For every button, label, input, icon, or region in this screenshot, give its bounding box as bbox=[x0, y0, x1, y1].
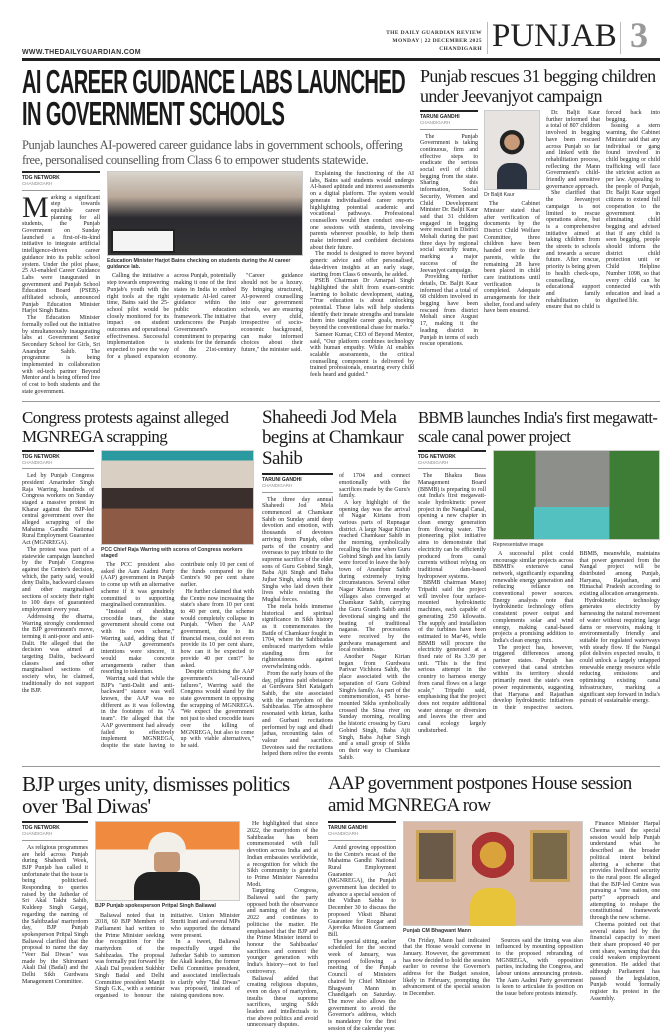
rescue-paragraph: The Cabinet Minister stated that after verification of documents by the District Child Welfare Committee, three children have been handed over to their parents, while the remaining 28 have been placed in child care institutions until verification is completed. Adequate arrangements for their shelter, food and safety have been ensured. bbox=[484, 201, 540, 315]
aap-paragraph: Finance Minister Harpal Cheema said the special session would help Punjab understand what he described as the broader political intent behind altering a scheme that provides livelihood security to the rural poor. He alleged that the BJP-led Centre was pursuing a "one nation, one party" approach and attempting to reshape the constitutional framework through the new scheme. bbox=[590, 821, 660, 922]
edition-city: CHANDIGARH bbox=[439, 46, 482, 52]
page-number: 3 bbox=[630, 15, 648, 55]
aap-article bbox=[328, 767, 660, 1032]
byline-name: TARUNI GANDHI bbox=[420, 114, 460, 120]
mela-article bbox=[262, 402, 410, 762]
bjp-body-col2 bbox=[95, 821, 240, 999]
lead-paragraph: Marking a significant step towards equitable career planning for all students, the Punjab Government on Sunday launched a first-of-its-kind initiative to integrate artificial intelligence-driven career guidance into its public school system. Under the pilot phase, 25 AI-enabled Career Guidance Labs were inaugurated in government and Punjab School Education Board (PSEB)-affiliated schools, announced Punjab Education Minister Harjot Singh Bains. bbox=[22, 190, 100, 315]
bjp-caption: BJP Punjab spokesperson Pritpal Singh Baliawal bbox=[95, 903, 216, 910]
website-url: WWW.THEDAILYGUARDIAN.COM bbox=[22, 49, 141, 56]
computer-monitor bbox=[111, 229, 175, 253]
lead-photo bbox=[107, 171, 303, 256]
aap-paragraph: The special sitting, earlier scheduled for the second week of January, was proposed following a meeting of the Punjab Council of Ministers chaired by Chief Minister Bhagwant Mann in Chandigarh on Saturday. The move also allows the government to avoid the Governor's address, which is mandatory for the first session of the calendar year. bbox=[328, 938, 396, 1032]
aap-paragraph: Sources said the timing was also influenced by mounting opposition to the proposed rebranding of MGNREGA, with opposition parties, including the Congress, and labour unions announcing protests. The Aam Aadmi Party government is keen to articulate its position on the issue before protests intensify. bbox=[496, 937, 583, 998]
lead-article bbox=[22, 62, 414, 396]
rescue-paragraph: Issuing a stern warning, the Cabinet Minister said that any individual or gang found involved in child begging or child trafficking will face the strictest action as per law. Appealing to the people of Punjab, Dr. Baljit Kaur urged citizens to extend full cooperation to the government in eliminating child begging and advised that if any child is seen begging, people should inform the district child protection unit or Child Helpline Number 1098, so that every child can be connected with education and lead a dignified life. bbox=[606, 123, 660, 304]
lead-paragraph: The Education Minister formally rolled out the initiative by simultaneously inaugurating labs at Government Senior Secondary School for Girls, Sri Anandpur Sahib. The programme is being implemented in collaboration with ed-tech partner Beyond Mentor and is being offered free of cost to both students and the state government. bbox=[22, 315, 100, 395]
mela-paragraph: Another Nagar Kirtan began from Gurdwara Parivar Vichhora Sahib, the place associated with the separation of Guru Gobind Singh's family. As part of the commemoration, 45 horse-mounted Sikhs symbolically crossed the Sirsa river on Sunday morning, recalling the historic crossing by Guru Gobind Singh, Baba Ajit Singh, Baba Jujhar Singh and a small group of Sikhs on their way to Chamkaur Sahib. bbox=[339, 654, 410, 761]
lead-body-col1 bbox=[22, 171, 100, 396]
bbmb-paragraph: The Bhakra Beas Management Board (BBMB) is preparing to roll out India's first megawatt-scale hydrokinetic power project in the Nangal Canal, opening a new chapter in clean energy generation from flowing water. The pioneering pilot initiative aims to demonstrate that electricity can be efficiently produced from canal currents without relying on traditional dam-based hydropower systems. bbox=[418, 473, 486, 580]
byline-name: TDG NETWORK bbox=[22, 453, 60, 460]
rescue-paragraph: Providing further details, Dr. Baljit Kaur informed that a total of 68 children involved in begging have been rescued from district Mohali since August 17, making it the leading district in Punjab in terms of such rescue operations. bbox=[420, 274, 478, 348]
byline-name: TARUNI GANDHI bbox=[328, 825, 368, 832]
bbmb-paragraph: The project has, however, triggered differences among partner states. Punjab has conveyed that canal stretches within its territory should primarily meet the state's own power requirements, suggesting that Haryana and Rajasthan develop hydrokinetic initiatives in their respective sectors. BBMB, meanwhile, maintains that power generated from the Nangal project will be distributed among Punjab, Haryana, Rajasthan, and Himachal Pradesh according to existing allocation arrangements. bbox=[493, 550, 660, 711]
bbmb-paragraph: A successful pilot could encourage similar projects across BBMB's extensive canal network, significantly expanding renewable energy generation and reducing reliance on conventional power sources. Energy analysts note that hydrokinetic technology offers consistent power output and complements solar and wind energy, making canal-based projects a promising addition to India's clean energy mix. bbox=[493, 550, 574, 644]
divider bbox=[487, 22, 488, 54]
lead-body-col3 bbox=[310, 171, 414, 379]
bjp-paragraph: Baliawal added that creating religious disputes, even on days of martyrdom, insults these supreme sacrifices, urging Sikh leaders and intellectuals to rise above politics and avoid unnecessary disputes. bbox=[247, 975, 318, 1029]
byline-name: TDG NETWORK bbox=[22, 175, 60, 181]
bjp-body-col1 bbox=[22, 821, 88, 985]
congress-headline: Congress protests against alleged MGNREGA scrapping bbox=[22, 407, 229, 446]
aap-body-col1 bbox=[328, 821, 396, 1032]
byline-place: CHANDIGARH bbox=[22, 831, 53, 837]
bbmb-article bbox=[418, 402, 660, 735]
masthead bbox=[0, 0, 672, 62]
lead-body-col2 bbox=[107, 171, 303, 361]
lead-paragraph: Calling the initiative a step towards empowering Punjab's youth with the right tools at the right time, Bains said the 25-school pilot would be closely monitored for its impact on student outcomes and operational effectiveness. Successful implementation is expected to pave the way for a phased expansion across Punjab, potentially making it one of the first states in India to embed systematic AI-led career guidance within the public education framework. The initiative underscores the Punjab Government's commitment to preparing students for the demands of the 21st-century economy. bbox=[107, 273, 236, 360]
bhagwant-mann-photo bbox=[403, 821, 583, 926]
byline-place: CHANDIGARH bbox=[420, 120, 451, 125]
congress-paragraph: Despite criticising the AAP government's "all-round failures", Warring said the Congress would stand by the state government in opposing the scrapping of MGNREGA. "We expect the government not just to shed crocodile tears over the killing of MGNREGA, but also to come up with viable alternatives," he said. bbox=[180, 669, 254, 749]
mela-paragraph: A key highlight of the opening day was the arrival of Nagar Kirtans from various parts of Rupnagar district. A large Nagar Kirtan reached Chamkaur Sahib in the morning, symbolically recalling the time when Guru Gobind Singh and his family were forced to leave the holy town of Anandpur Sahib during extremely trying circumstances. Several other Nagar Kirtans from nearby villages also converged at Chamkaur Sahib, carrying the Guru Granth Sahib amid devotional singing and the beating of traditional nagaras. The processions were received by the gurdwara management and local residents. bbox=[339, 499, 410, 654]
divider bbox=[620, 22, 621, 54]
baliawal-photo bbox=[95, 821, 240, 901]
congress-paragraph: "Instead of shedding crocodile tears, the state government should come out with its own scheme," Warring said, adding that if the AAP government's intentions were sincere, it would make concrete arrangements rather than resorting to tokenism. bbox=[101, 608, 175, 676]
byline-name: TARUNI GANDHI bbox=[262, 477, 302, 484]
aap-headline: AAP government postpones House session amid MGNREGA row bbox=[328, 773, 632, 817]
congress-body-col2 bbox=[101, 450, 254, 750]
rescue-article bbox=[420, 62, 660, 348]
congress-paragraph: Addressing the dharna, Warring strongly condemned the BJP government's move, terming it anti-poor and anti-Dalit. He alleged that the decision was aimed at targeting Dalits, backward classes and other marginalised sections of society who, he claimed, traditionally do not support the BJP. bbox=[22, 613, 94, 694]
congress-article bbox=[22, 402, 254, 750]
mela-headline: Shaheedi Jod Mela begins at Chamkaur Sahib bbox=[262, 406, 404, 469]
byline-place: CHANDIGARH bbox=[328, 831, 359, 837]
byline-place: CHANDIGARH bbox=[418, 459, 449, 465]
bbmb-paragraph: BBMB chairman Manoj Tripathi said the project will involve four surface-mounted hydrokinetic machines, each capable of generating 250 kilowatts. The supply and installation of the turbines have been estimated to Mar'46, while BBMB will procure the electricity generated at a fixed rate of Rs 3.39 per unit. "This is the first serious attempt in the country to harness energy from canal flows on a large scale," Tripathi said, emphasising that the project does not require additional water storage or diversion and leaves the river and canal ecology largely undisturbed. bbox=[418, 580, 486, 734]
bjp-body-col3 bbox=[247, 821, 318, 1029]
bjp-paragraph: Baliawal noted that in 2018, 60 BJP Members of Parliament had written to the Prime Minister seeking due recognition for the martyrdom of the Sahibzadas. The proposal was formally put forward by Akali Dal president Sukhbir Singh Badal and Delhi Committee president Manjit Singh G.K., with a seminar organised to honour the initiative. Union Minister Smriti Irani and several MPs who supported the demand were present. bbox=[95, 912, 240, 999]
bbmb-caption: Representative image bbox=[493, 541, 544, 548]
bbmb-headline: BBMB launches India's first megawatt-scale canal power project bbox=[418, 407, 658, 446]
byline-place: CHANDIGARH bbox=[22, 181, 53, 186]
bjp-paragraph: Targeting Congress, Baliawal said the party opposed both the observance and naming of the day in 2022 and continues to politicise the matter. He emphasised that the BJP and the Prime Minister intend to honour the Sahibzadas' sacrifices and connect the younger generation with India's history—not to fuel controversy. bbox=[247, 888, 318, 975]
rescue-caption: Dr Baljit Kaur bbox=[484, 192, 515, 198]
congress-paragraph: Led by Punjab Congress president Amarinder Singh Raja Warring, hundreds of Congress workers on Sunday staged a massive protest in Kharar against the BJP-led central government over the alleged scrapping of the Mahatma Gandhi National Rural Employment Guarantee Act (MGNREGA). bbox=[22, 473, 94, 547]
section-title: PUNJAB bbox=[492, 18, 617, 54]
rescue-paragraph: Dr. Baljit Kaur further informed that a total of 807 children involved in begging have been rescued across Punjab so far and linked with the rehabilitation process, reflecting the Mann Government's child-friendly and sensitive governance approach. bbox=[546, 110, 600, 190]
bjp-paragraph: As religious programmes are held across Punjab during Shaheedi Week, BJP Punjab has called it unfortunate that the issue is being politicised. Responding to queries raised by the Jathedar of Sri Akal Takht Sahib, Kuldeep Singh Gargaj, regarding the naming of the Sahibzadas' martyrdom day, BJP Punjab spokesperson Pritpal Singh Baliawal clarified that the proposal to name the day "Veer Bal Diwas" was made by the Shiromani Akali Dal (Badal) and the Delhi Sikh Gurdwara Management Committee. bbox=[22, 844, 88, 985]
rescue-paragraph: She clarified that the Jeevanjyot campaign is not limited to rescue operations alone, but is a comprehensive initiative aimed at taking children from the streets to schools and towards a secure future. After rescue, priority is being given to health check-ups, counselling, educational support and family rehabilitation to ensure that no child is forced back into begging. bbox=[546, 110, 660, 311]
congress-paragraph: He further claimed that with the Centre now increasing the state's share from 10 per cent to 40 per cent, the scheme would completely collapse in Punjab. "When the AAP government, due to its financial mess, could not even provide its 10 per cent share, how can it be expected to provide 40 per cent?" he asked. bbox=[180, 588, 254, 669]
row-top bbox=[22, 62, 660, 396]
lead-paragraph: "Career guidance should not be a luxury. By bringing structured, AI-powered counselling into our government schools, we are ensuring that every child, irrespective of socio-economic background, can make informed choices about their future," the minister said. bbox=[241, 273, 303, 354]
lead-paragraph: The model is designed to move beyond generic advice and offer personalised, data-driven insights at an early stage, starting from Class 6 onwards, he added. bbox=[310, 251, 414, 278]
rescue-paragraph: The Punjab Government is taking continuous, firm and effective steps to eradicate the serious social evil of child begging from the state. Sharing this information, Social Security, Women and Child Development Minister Dr. Baljit Kaur said that 31 children engaged in begging were rescued in District Mohali during the past three days by regional social security teams, marking a major success of the Jeevanjyot campaign. bbox=[420, 133, 478, 274]
bjp-paragraph: He highlighted that since 2022, the martyrdom of the Sahibzadas has been commemorated with full devotion across India and at Indian embassies worldwide, a recognition for which the Sikh community is grateful to Prime Minister Narendra Modi. bbox=[247, 821, 318, 888]
rescue-body-col2 bbox=[484, 110, 540, 315]
lead-headline: AI CAREER GUIDANCE LABS LAUNCHED IN GOVERNMENT SCHOOLS bbox=[22, 63, 406, 132]
lead-caption: Education Minister Harjot Bains checking on students during the AI career guidance lab. bbox=[107, 258, 291, 271]
bbmb-body-col1 bbox=[418, 450, 486, 735]
masthead-meta bbox=[360, 29, 482, 53]
congress-paragraph: The PCC president also asked the Aam Aadmi Party (AAP) government in Punjab to come up with an alternative scheme if it was genuinely committed to supporting marginalised communities. bbox=[101, 562, 175, 609]
aap-paragraph: Cheema pointed out that several states led by the financial capacity to meet their share proposed 40 per cent share, warning that this could weaken employment generation. He added that although Parliament has passed the legislation, Punjab would formally register its protest in the Assembly. bbox=[590, 921, 660, 1002]
rescue-body-col3 bbox=[546, 110, 660, 311]
bjp-paragraph: In a tweet, Baliawal respectfully urged the Jathedar Sahib to summon the Akali leaders, the former Delhi Committee president, and associated intellectuals to clarify why "Bal Diwas" was proposed, instead of raising questions now. bbox=[170, 939, 240, 999]
aap-body-col3 bbox=[590, 821, 660, 1002]
mela-body bbox=[262, 473, 410, 761]
bbmb-body-col2 bbox=[493, 450, 660, 712]
rescue-body-col1 bbox=[420, 110, 478, 348]
top-rule bbox=[22, 58, 660, 61]
byline-place: CHANDIGARH bbox=[262, 483, 293, 489]
lead-paragraph: Explaining the functioning of the AI labs, Bains said students would undergo AI-based aptitude and interest assessments on a digital platform. The system would generate individualised career reports highlighting potential academic and vocational pathways. Professional counsellors would then conduct one-on-one sessions with students, involving parents wherever possible, to help them make informed and confident decisions about their future. bbox=[310, 171, 414, 251]
mela-paragraph: The three day annual Shaheedi Jod Mela commenced at Chamkaur Sahib on Sunday amid deep devotion and emotion, with thousands of devotees arriving from Punjab, other parts of the country and overseas to pay tribute to the supreme sacrifice of the elder sons of Guru Gobind Singh, Baba Ajit Singh and Baba Jujhar Singh, along with the Singhs who laid down their lives while resisting the Mughal forces. bbox=[262, 496, 333, 604]
byline-place: CHANDIGARH bbox=[22, 459, 53, 465]
aap-paragraph: On Friday, Mann had indicated that the House would convene in January. However, the government has now decided to hold the session earlier to reverse the Governor's address for the Budget session, likely in February, prompting the advancement of the special session in December. bbox=[403, 937, 490, 998]
row-bottom bbox=[22, 767, 660, 1032]
issue-date: MONDAY | 22 DECEMBER 2025 bbox=[392, 38, 482, 44]
dam-photo bbox=[493, 450, 660, 540]
lead-deck: Punjab launches AI-powered career guidance labs in government schools, offering free, personalised counselling from Class 6 to empower students statewide. bbox=[22, 138, 403, 167]
aap-paragraph: Amid growing opposition to the Centre's recast of the Mahatma Gandhi National Rural Employment Guarantee Act (MGNREGA), the Punjab government has decided to advance a special session of the Vidhan Sabha to December 30 to discuss the proposed Viksit Bharat Guarantee for Rozgar and Ajeevika Mission Grameen Bill. bbox=[328, 844, 396, 938]
bbmb-paragraph: Hydrokinetic technology generates electricity by harnessing the natural movement of water without requiring large dams or reservoirs, making it environmentally friendly and suitable for regulated waterways with steady flow. If the Nangal pilot delivers expected results, it could unlock a largely untapped renewable energy resource while reducing emissions and optimising existing canal infrastructure, marking a significant step forward in India's pursuit of sustainable energy. bbox=[579, 597, 660, 705]
baljit-kaur-photo bbox=[484, 110, 540, 190]
congress-body-col1 bbox=[22, 450, 94, 695]
paper-name: THE DAILY GUARDIAN REVIEW bbox=[386, 30, 482, 36]
mela-paragraph: The mela holds immense historical and spiritual significance in Sikh history as it commemorates the Battle of Chamkaur fought in 1704, where the Sahibzadas embraced martyrdom while standing firm for righteousness against overwhelming odds. bbox=[262, 603, 333, 671]
congress-protest-photo bbox=[101, 450, 254, 545]
congress-caption: PCC Chief Raja Warring with scores of Congress workers staged bbox=[101, 546, 243, 559]
lead-paragraph: Sameer Kumar, CEO of Beyond Mentor, said, "Our platform combines technology with human empathy. While AI enables scalable assessments, the critical counselling component is delivered by trained professionals, ensuring every child feels heard and guided." bbox=[310, 331, 414, 379]
congress-paragraph: The protest was part of a statewide campaign launched by the Punjab Congress against the Centre's decision, which, the party said, would deny Dalits, backward classes and other marginalised sections of society their right to 100 days of guaranteed employment every year. bbox=[22, 546, 94, 614]
bjp-headline: BJP urges unity, dismisses politics over 'Bal Diwas' bbox=[22, 772, 290, 819]
rescue-headline: Punjab rescues 31 begging children under Jeevanjyot campaign bbox=[420, 66, 656, 106]
byline-name: TDG NETWORK bbox=[22, 825, 60, 832]
row-middle bbox=[22, 402, 660, 762]
bjp-article bbox=[22, 767, 318, 1029]
mela-paragraph: From the early hours of the day, pilgrims paid obeisance at Gurdwara Shri Katalgarh Sahib, the site associated with the martyrdom of the Sahibzadas. The atmosphere resonated with kirtan, katha and Gurbani recitations performed by ragi and dhadi jathas, recounting tales of valour and sacrifice. Devotees said the recitations helped them relive the events of 1704 and connect emotionally with the sacrifices made by the Guru's family. bbox=[262, 473, 410, 758]
byline-name: TDG NETWORK bbox=[418, 453, 456, 460]
aap-caption: Punjab CM Bhagwant Mann bbox=[403, 928, 472, 935]
aap-body-col2 bbox=[403, 821, 583, 998]
congress-paragraph: Warring said that while the BJP's "anti-Dalit and anti-backward" stance was well known, the AAP was no different as it was following in the footsteps of its "A team". He alleged that the AAP government had already failed to effectively implement MGNREGA, despite the state having to contribute only 10 per cent of the funds compared to the Centre's 90 per cent share earlier. bbox=[101, 562, 254, 749]
lead-paragraph: PSEB Chairman Dr Amarpal Singh highlighted the shift from exam-centric learning to holistic development, stating, "True education is about unlocking potential. These labs will help students identify their innate strengths and translate them into tangible career goals, moving beyond the conventional chase for marks." bbox=[310, 278, 414, 332]
